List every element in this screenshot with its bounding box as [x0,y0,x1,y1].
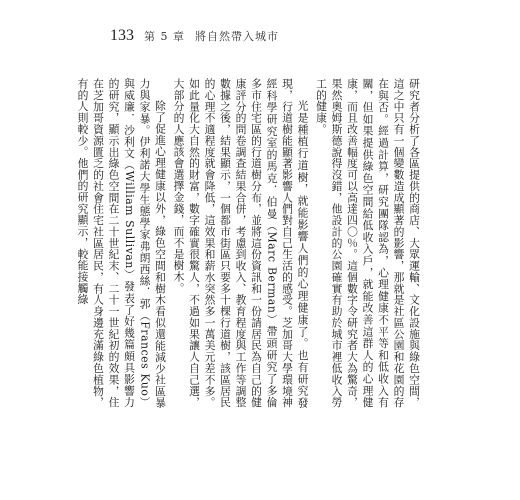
paragraph: 除了促進心理健康以外，綠色空間和樹木看似還能減少社區暴力與家暴。伊利諾大學生態學家弗朗西絲．郭（Frances Kuo）與威廉．沙利文（William Sullivan）發表了好幾篇頗具影響力的研究，顯示出綠色空間在二十世紀末、二十一世紀初的效果，住在芝加哥資源匱乏的社會住宅社區居民，有人身邊充滿綠色植物，有的人則較少。他們的研究顯示，較能接觸綠 [76,78,167,408]
page-number: 133 [110,27,134,44]
chapter-title: 將自然帶入城市 [195,30,279,43]
running-header [110,27,279,47]
body-text [76,78,425,408]
chapter-label: 第 5 章 [144,30,185,43]
paragraph: 研究者分析了各區提供的商店、大眾運輸、文化設施與綠色空間，這之中只有一個變數造成顯著的影響，那就是社區公園和花園的存在與否。經過計算，研究團隊認為，心理健康不平等和低收入有關，但如果提供綠色空間給低收入戶，就能改善這群人的心理健康，而且改善幅度可以高達四〇％。這個數字令研究者大為驚奇，果然奧姆斯德說得沒錯，他設計的公園確實有助於城市裡低收入勞工的健康。 [315,78,421,408]
paragraph: 光是種植行道樹，就能影響人們的心理健康了。也有研究發現，行道樹能顯著影響人們對自己生活的感受。芝加哥大學環境神經科學研究室的馬克．伯曼（Marc Berman）帶頭研究了多倫多市住宅區的行道樹分布，並將這份資訊和一份請居民為自己的健康評分的問卷調查結果合併，考慮到收入、教育程度與工作等調整數據之後，結果顯示，一個都市街區只要多十棵行道樹，該區居民的心理不適程度就會降低，這效果和薪水突然多一萬美元差不多。如此量化大自然的財富，數字確實很驚人，不過如果讓人自己選，大部分的人應該會選擇金錢，而不是樹木。 [172,78,310,408]
